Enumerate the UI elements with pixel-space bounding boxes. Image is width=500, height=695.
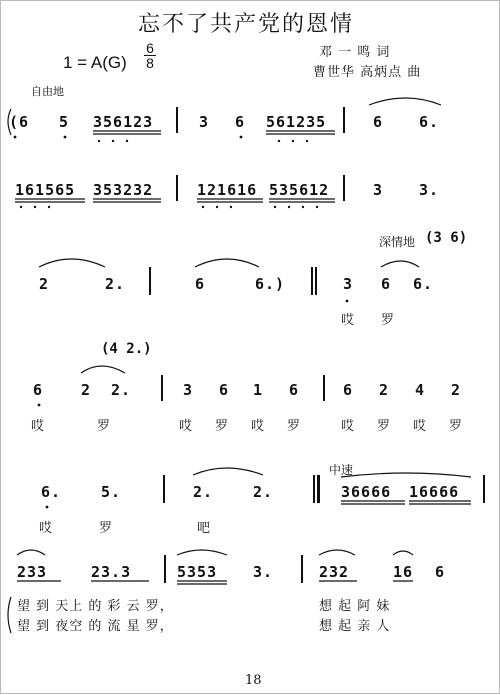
note: 5353: [177, 563, 218, 581]
slur: [39, 259, 105, 267]
lyric-verse-2: 望 到 夜空 的 流 星 罗，: [17, 619, 174, 634]
note: 3.: [253, 563, 274, 581]
note: 36666: [341, 483, 392, 501]
note: 6.): [255, 275, 286, 293]
slur: [177, 550, 227, 555]
composer-credit: 曹世华 高炳点 曲: [313, 65, 422, 80]
note: 3: [343, 275, 354, 293]
note: 6.: [41, 483, 62, 501]
lyric: 哎: [31, 419, 46, 434]
slur: [195, 259, 259, 267]
lyric: 罗: [97, 419, 112, 434]
slur: [393, 551, 413, 555]
lyric: 罗: [215, 419, 230, 434]
grace-notes-36: (3 6): [425, 230, 468, 246]
note: 2: [39, 275, 50, 293]
lyric: 罗: [381, 313, 396, 328]
note: 5: [59, 113, 70, 131]
note: 3: [199, 113, 210, 131]
lyric: 哎: [341, 313, 356, 328]
note: 6: [33, 381, 44, 399]
note: 2.: [105, 275, 126, 293]
note: 6: [373, 113, 384, 131]
note: 23.3: [91, 563, 132, 581]
notation-marks: [1, 1, 500, 695]
slur: [81, 366, 125, 373]
note: 6: [343, 381, 354, 399]
note: 2: [451, 381, 462, 399]
lyric: 罗: [377, 419, 392, 434]
key-signature: 1 = A(G): [63, 53, 127, 72]
note: 356123: [93, 113, 154, 131]
note: 561235: [266, 113, 327, 131]
lyricist-credit: 邓 一 鸣 词: [319, 45, 391, 60]
time-bottom: 8: [144, 55, 156, 70]
note: 3: [183, 381, 194, 399]
slur: [17, 550, 45, 555]
note: 353232: [93, 181, 154, 199]
note: (6: [9, 113, 30, 131]
time-top: 6: [146, 40, 154, 56]
lyric: 哎: [179, 419, 194, 434]
note: 232: [319, 563, 350, 581]
note: 3.: [419, 181, 440, 199]
note: 161565: [15, 181, 76, 199]
lyric: 罗: [449, 419, 464, 434]
tempo-deep: 深情地: [379, 235, 416, 249]
note: 6: [289, 381, 300, 399]
lyric: 哎: [39, 521, 54, 536]
verse-bracket: [8, 597, 11, 633]
note: 2.: [111, 381, 132, 399]
note: 6: [435, 563, 446, 581]
lyric: 哎: [341, 419, 356, 434]
note: 2: [81, 381, 92, 399]
lyric: 哎: [413, 419, 428, 434]
tempo-free: 自由地: [31, 85, 64, 98]
lyric: 吧: [197, 521, 212, 536]
page-number: 18: [245, 673, 262, 688]
note: 6.: [413, 275, 434, 293]
note: 233: [17, 563, 48, 581]
note: 535612: [269, 181, 330, 199]
lyric: 罗: [287, 419, 302, 434]
note: 16666: [409, 483, 460, 501]
lyric-verse-2b: 想 起 亲 人: [319, 619, 391, 634]
note: 3: [373, 181, 384, 199]
slur: [381, 261, 419, 267]
note: 6: [381, 275, 392, 293]
note: 6: [219, 381, 230, 399]
note: 5.: [101, 483, 122, 501]
lyric: 罗: [99, 521, 114, 536]
note: 2.: [193, 483, 214, 501]
note: 2.: [253, 483, 274, 501]
note: 6: [235, 113, 246, 131]
phrase-bracket: [8, 109, 11, 135]
slur: [319, 550, 355, 555]
note: 2: [379, 381, 390, 399]
note: 121616: [197, 181, 258, 199]
note: 6.: [419, 113, 440, 131]
lyric: 哎: [251, 419, 266, 434]
note: 6: [195, 275, 206, 293]
slur: [369, 98, 441, 105]
note: 4: [415, 381, 426, 399]
intro-grace: (4 2.): [101, 341, 152, 357]
note: 1: [253, 381, 264, 399]
lyric-verse-1: 望 到 天上 的 彩 云 罗，: [17, 599, 174, 614]
note: 16: [393, 563, 414, 581]
tempo-medium: 中速: [329, 463, 354, 477]
slur: [193, 468, 263, 475]
song-title: 忘不了共产党的恩情: [138, 12, 355, 37]
lyric-verse-1b: 想 起 阿 妹: [319, 599, 391, 614]
slur: [341, 473, 471, 477]
